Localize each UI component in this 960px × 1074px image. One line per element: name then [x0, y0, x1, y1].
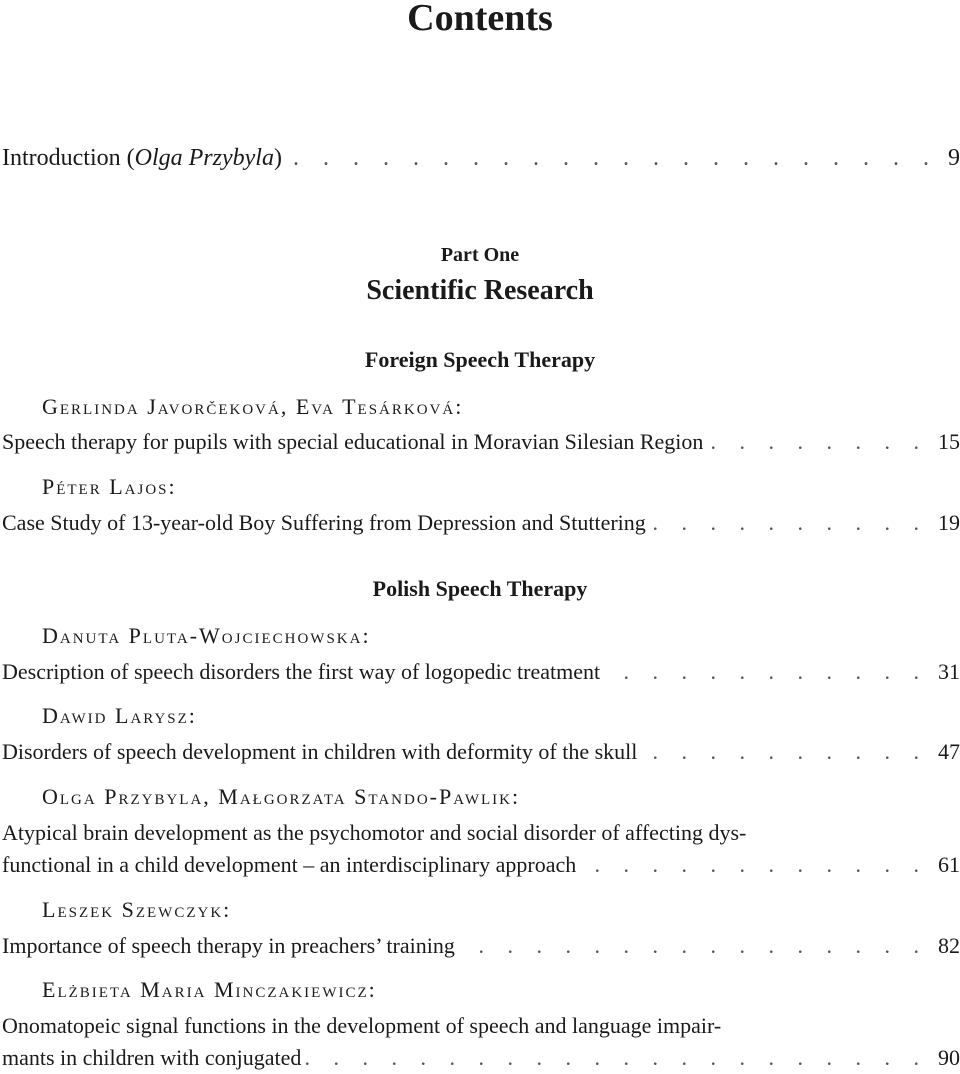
toc-entry-introduction[interactable] — [2, 142, 960, 174]
entry-title: Speech therapy for pupils with special educational in Moravian Silesian Region — [2, 429, 704, 454]
dot-leader — [646, 507, 928, 539]
toc-entry[interactable] — [2, 507, 960, 539]
page-number: 47 — [938, 739, 960, 764]
dot-leader — [600, 656, 928, 688]
dot-leader — [576, 849, 928, 881]
toc-entry[interactable] — [2, 736, 960, 768]
page-number: 15 — [938, 429, 960, 454]
dot-leader — [703, 426, 928, 458]
page-number: 82 — [938, 933, 960, 958]
section-heading: Foreign Speech Therapy — [364, 347, 596, 372]
entry-authors: Gerlinda Javorčeková, Eva Tesárková: — [42, 394, 464, 419]
entry-authors: Olga Przybyla, Małgorzata Stando-Pawlik: — [42, 784, 521, 809]
page-number: 90 — [938, 1045, 960, 1070]
entry-authors: Péter Lajos: — [42, 474, 177, 499]
entry-authors: Danuta Pluta-Wojciechowska: — [42, 623, 371, 648]
part-title: Scientific Research — [366, 275, 594, 306]
section-heading: Polish Speech Therapy — [372, 576, 588, 601]
dot-leader — [301, 1042, 928, 1074]
toc-entry[interactable] — [2, 849, 960, 881]
entry-authors: Dawid Larysz: — [42, 703, 197, 728]
entry-title: Introduction (Olga Przybyla) — [2, 145, 282, 171]
entry-title-line[interactable]: Onomatopeic signal functions in the development of speech and language impair- — [2, 1013, 722, 1038]
entry-title: Description of speech disorders the first way of logopedic treatment — [2, 659, 601, 684]
toc-entry[interactable] — [2, 1042, 960, 1074]
dot-leader — [455, 930, 928, 962]
page-number: 9 — [948, 145, 960, 171]
entry-authors: Leszek Szewczyk: — [42, 897, 232, 922]
part-label: Part One — [440, 244, 520, 266]
dot-leader — [637, 736, 928, 768]
entry-authors: Elżbieta Maria Minczakiewicz: — [42, 977, 377, 1002]
entry-title: Disorders of speech development in children with deformity of the skull — [2, 739, 638, 764]
page-title: Contents — [407, 0, 553, 39]
page-number: 61 — [938, 852, 960, 877]
page-number: 31 — [938, 659, 960, 684]
entry-title: mants in children with conjugated — [2, 1045, 302, 1070]
toc-entry[interactable] — [2, 930, 960, 962]
toc-entry[interactable] — [2, 656, 960, 688]
toc-entry[interactable] — [2, 426, 960, 458]
entry-title: functional in a child development – an interdisciplinary approach — [2, 852, 577, 877]
entry-title-line[interactable]: Atypical brain development as the psychomotor and social disorder of affecting dys- — [2, 820, 747, 845]
entry-title: Importance of speech therapy in preachers’ training — [2, 933, 455, 958]
dot-leader — [282, 142, 938, 174]
page-number: 19 — [938, 510, 960, 535]
entry-title: Case Study of 13-year-old Boy Suffering from Depression and Stuttering — [2, 510, 646, 535]
